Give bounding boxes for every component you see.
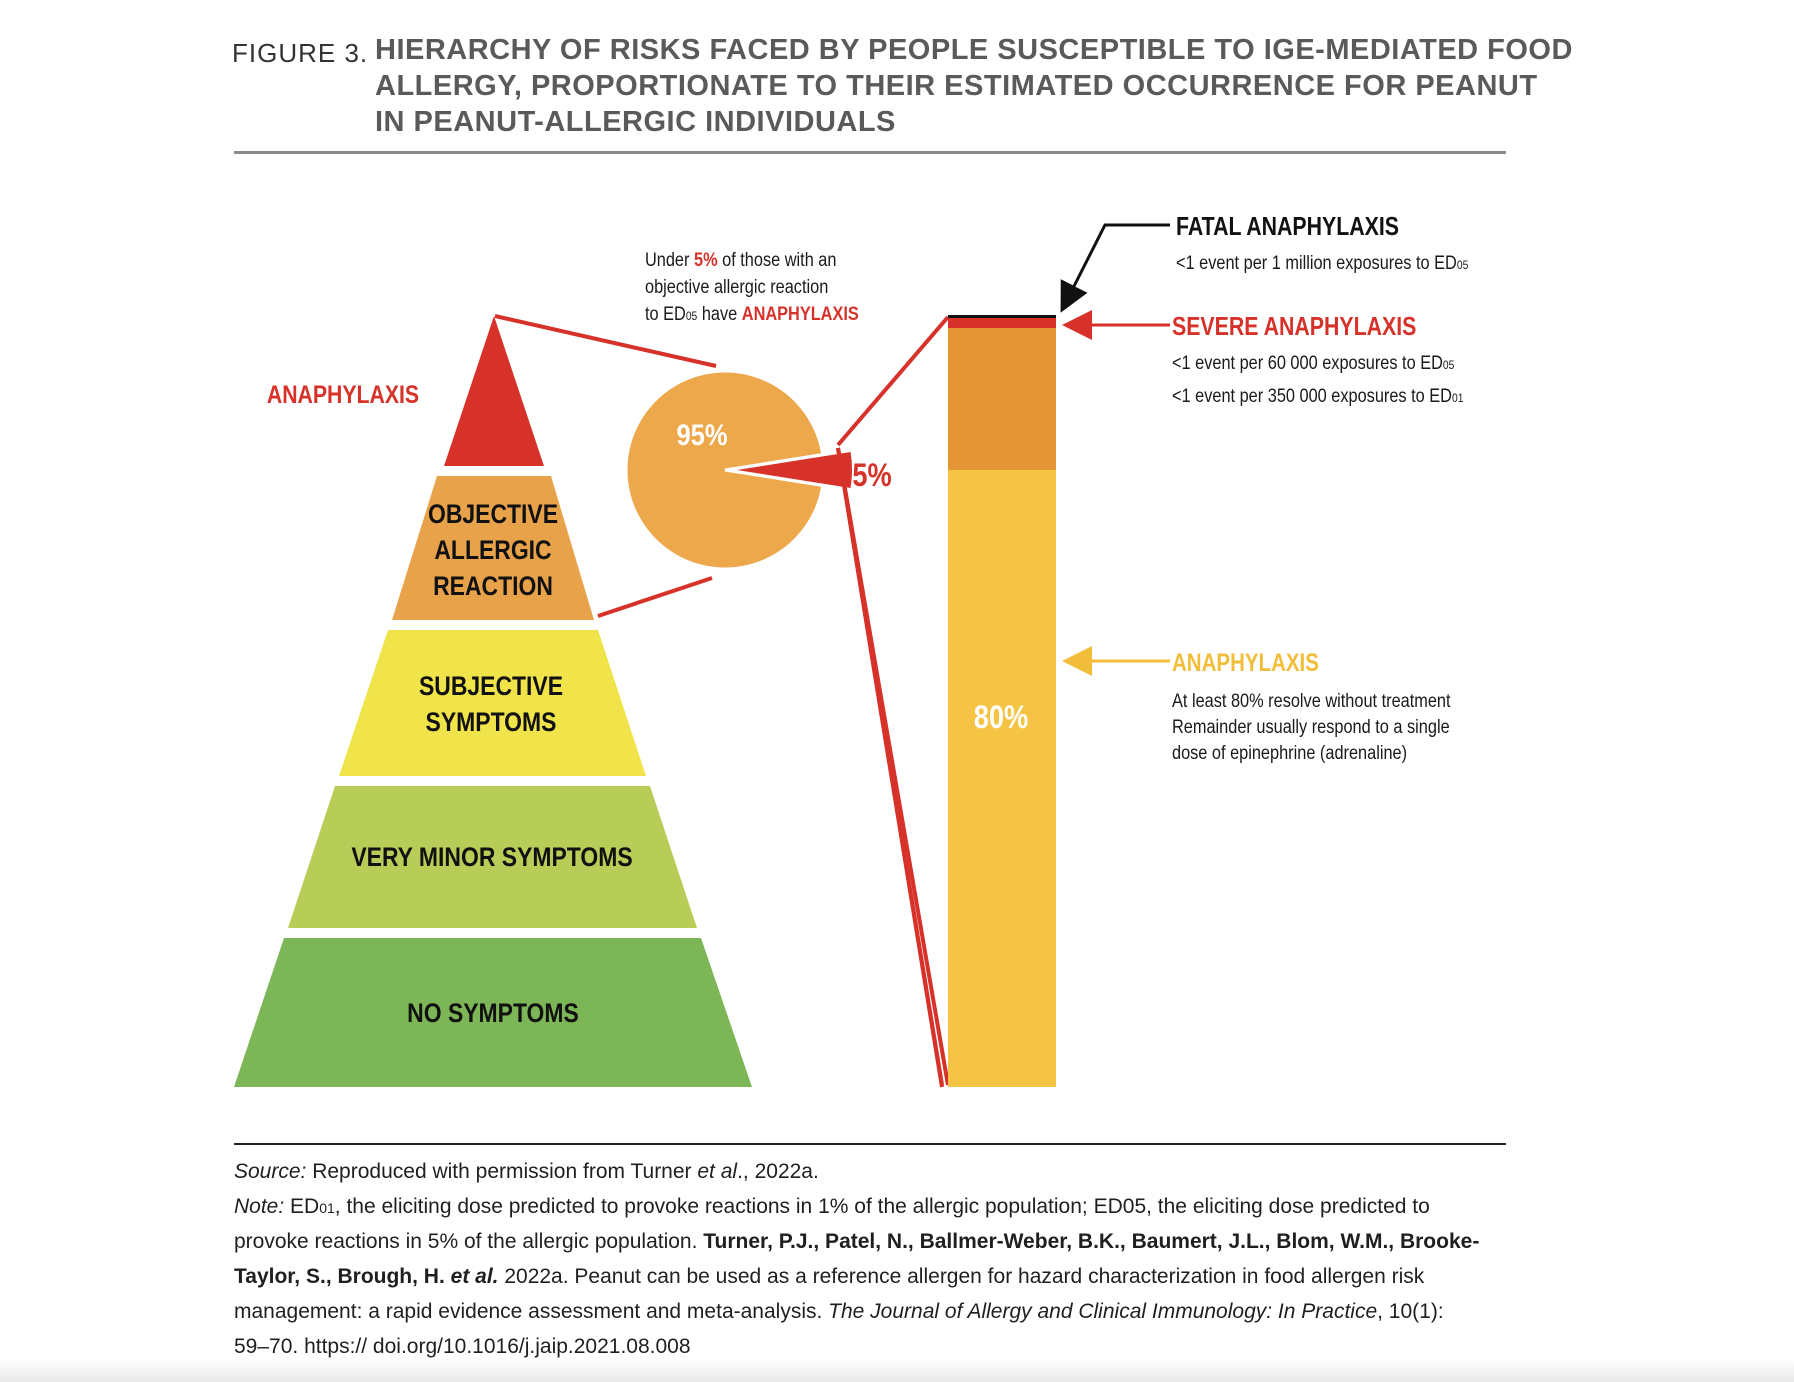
figure-title-line: HIERARCHY OF RISKS FACED BY PEOPLE SUSCEPTIBLE TO IGE-MEDIATED FOOD — [375, 34, 1573, 66]
connector-line — [598, 578, 712, 616]
caption-note-line — [234, 1225, 1514, 1258]
pie-callout-line: objective allergic reaction — [645, 275, 829, 298]
bar-segment-fatal — [948, 315, 1056, 318]
pie-callout-text: of those with an — [717, 248, 837, 271]
fatal-arrow — [1066, 225, 1170, 302]
page-bottom-fade — [0, 1358, 1794, 1382]
connector-line — [838, 448, 942, 1087]
caption-note — [234, 1190, 1514, 1225]
severe-title: SEVERE ANAPHYLAXIS — [1172, 312, 1417, 342]
severe-detail-text: <1 event per 350 000 exposures to ED — [1172, 384, 1452, 407]
objective-label-line: OBJECTIVE — [427, 499, 559, 530]
pie-callout-text: Under — [645, 248, 695, 271]
caption-note-line — [234, 1260, 1514, 1293]
note-text: , the eliciting dose predicted to provoke reactions in 1% of the allergic population; ED05, the eliciting dose predicted to — [334, 1195, 1430, 1218]
connector-line — [838, 317, 948, 445]
fatal-detail-text: <1 event per 1 million exposures to ED — [1175, 251, 1457, 274]
reference-text: management: a rapid evidence assessment and meta-analysis. — [234, 1300, 829, 1323]
caption-divider — [234, 1143, 1506, 1145]
subscript: 01 — [319, 1200, 335, 1216]
figure-label: FIGURE 3. — [232, 38, 369, 68]
apex-label: ANAPHYLAXIS — [266, 380, 420, 409]
pie-bar-connectors — [838, 317, 948, 1087]
pyramid-apex-anaphylaxis — [444, 316, 544, 466]
subjective-label-line: SUBJECTIVE — [418, 671, 564, 702]
subjective-label-line: SYMPTOMS — [425, 707, 557, 738]
objective-label-line: ALLERGIC — [434, 535, 552, 566]
anaphylaxis-detail: Remainder usually respond to a single — [1172, 715, 1450, 738]
pie-callout-percent: 5% — [694, 248, 718, 271]
bar-label-80: 80% — [973, 699, 1029, 736]
reference-authors: Turner, P.J., Patel, N., Ballmer-Weber, B.K., Baumert, J.L., Blom, W.M., Brooke- — [703, 1230, 1480, 1253]
very-minor-label: VERY MINOR SYMPTOMS — [351, 842, 633, 873]
severe-detail-text: <1 event per 60 000 exposures to ED — [1172, 351, 1443, 374]
anaphylaxis-detail: dose of epinephrine (adrenaline) — [1172, 741, 1408, 764]
severe-detail — [1172, 385, 1463, 406]
reference-text: , 10(1): — [1377, 1300, 1444, 1323]
source-text: Reproduced with permission from Turner — [306, 1160, 698, 1183]
bar-segment-severe — [948, 318, 1056, 328]
reference-journal: The Journal of Allergy and Clinical Immunology: In Practice — [828, 1300, 1378, 1323]
pie-callout-anaphylaxis: ANAPHYLAXIS — [741, 302, 859, 325]
subscript: 05 — [1456, 259, 1469, 273]
reference-etal: et al. — [450, 1265, 499, 1288]
caption-source — [234, 1155, 1514, 1188]
source-text: ., 2022a. — [737, 1160, 819, 1183]
objective-label-line: REACTION — [433, 571, 553, 602]
caption-note-line — [234, 1295, 1514, 1328]
reference-text: 2022a. Peanut can be used as a reference allergen for hazard characterization in food allergen risk — [498, 1265, 1425, 1288]
source-etal: et al — [697, 1160, 738, 1183]
subscript: 05 — [685, 310, 698, 324]
note-text: provoke reactions in 5% of the allergic population. — [234, 1230, 704, 1253]
pie-label-95: 95% — [676, 418, 728, 452]
subscript: 01 — [1451, 392, 1464, 406]
anaphylaxis-detail: At least 80% resolve without treatment — [1172, 689, 1451, 712]
no-symptoms-label: NO SYMPTOMS — [407, 998, 579, 1029]
subscript: 05 — [1442, 359, 1455, 373]
pie-callout-text: have — [697, 302, 742, 325]
pie-callout-line — [645, 249, 836, 270]
pie-callout-text: to ED — [645, 302, 686, 325]
severe-detail — [1172, 352, 1454, 373]
anaphylaxis-title: ANAPHYLAXIS — [1172, 648, 1319, 677]
fatal-detail — [1176, 252, 1468, 273]
reference-doi: 59–70. https:// doi.org/10.1016/j.jaip.2021.08.008 — [234, 1335, 691, 1358]
pie-chart — [626, 371, 852, 569]
pie-callout-line — [645, 303, 859, 324]
reference-authors: Taylor, S., Brough, H. — [234, 1265, 451, 1288]
source-label: Source: — [234, 1160, 307, 1183]
bar-segment-moderate — [948, 327, 1056, 470]
fatal-title: FATAL ANAPHYLAXIS — [1176, 212, 1399, 242]
pyramid-level-subjective — [339, 630, 646, 776]
note-label: Note: — [234, 1195, 285, 1218]
figure-title-line: ALLERGY, PROPORTIONATE TO THEIR ESTIMATED OCCURRENCE FOR PEANUT — [375, 70, 1538, 102]
bar-segment-resolve — [948, 470, 1056, 1087]
figure-title-line: IN PEANUT-ALLERGIC INDIVIDUALS — [375, 106, 896, 138]
pie-label-5: 5% — [852, 457, 892, 494]
note-text: ED — [284, 1195, 320, 1218]
